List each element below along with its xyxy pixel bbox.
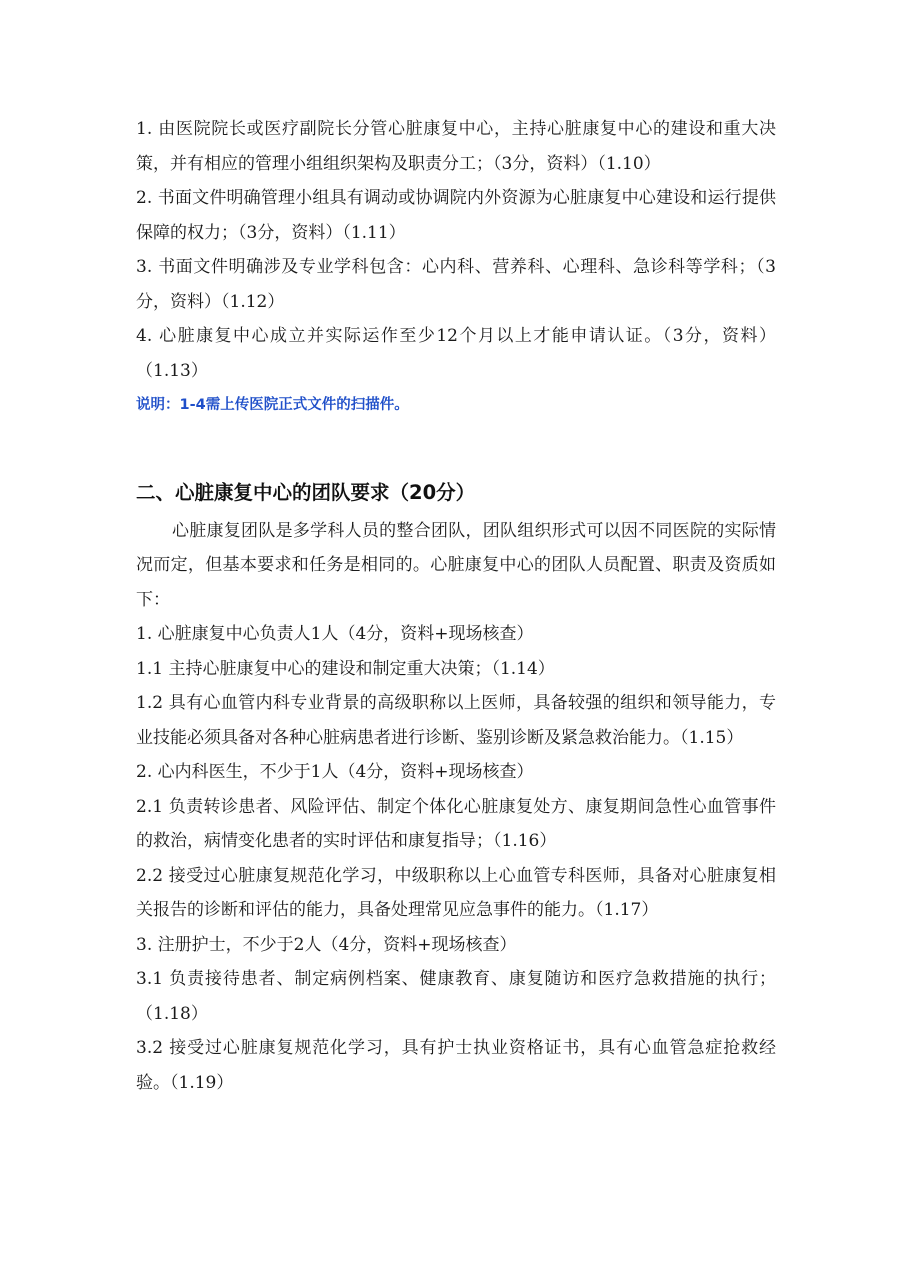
- section-heading-team: 二、心脏康复中心的团队要求（20分）: [136, 480, 476, 504]
- team-intro-paragraph: 心脏康复团队是多学科人员的整合团队，团队组织形式可以因不同医院的实际情况而定，但基本要求和任务是相同的。心脏康复中心的团队人员配置、职责及资质如下：: [136, 520, 776, 610]
- item-director: 1. 心脏康复中心负责人1人（4分，资料+现场核查）: [136, 624, 534, 644]
- item-1-18: 3.1 负责接待患者、制定病例档案、健康教育、康复随访和医疗急救措施的执行；（1.18）: [136, 969, 776, 1024]
- item-1-11: 2. 书面文件明确管理小组具有调动或协调院内外资源为心脏康复中心建设和运行提供保障的权力；（3分，资料）（1.11）: [136, 188, 776, 243]
- item-1-14: 1.1 主持心脏康复中心的建设和制定重大决策；（1.14）: [136, 658, 555, 679]
- item-1-13: 4. 心脏康复中心成立并实际运作至少12个月以上才能申请认证。（3分，资料）（1.13）: [136, 326, 776, 381]
- item-nurse: 3. 注册护士，不少于2人（4分，资料+现场核查）: [136, 934, 517, 955]
- item-1-15: 1.2 具有心血管内科专业背景的高级职称以上医师，具备较强的组织和领导能力，专业技能必须具备对各种心脏病患者进行诊断、鉴别诊断及紧急救治能力。（1.15）: [136, 693, 776, 748]
- document-page: [136, 112, 776, 1100]
- item-1-12: 3. 书面文件明确涉及专业学科包含：心内科、营养科、心理科、急诊科等学科；（3分，资料）（1.12）: [136, 257, 776, 312]
- item-cardiologist: 2. 心内科医生，不少于1人（4分，资料+现场核查）: [136, 762, 534, 782]
- item-1-17: 2.2 接受过心脏康复规范化学习，中级职称以上心血管专科医师，具备对心脏康复相关报告的诊断和评估的能力，具备处理常见应急事件的能力。（1.17）: [136, 865, 776, 920]
- item-1-16: 2.1 负责转诊患者、风险评估、制定个体化心脏康复处方、康复期间急性心血管事件的救治，病情变化患者的实时评估和康复指导；（1.16）: [136, 796, 776, 851]
- item-1-19: 3.2 接受过心脏康复规范化学习，具有护士执业资格证书，具有心血管急症抢救经验。（1.19）: [136, 1038, 776, 1093]
- item-1-10: 1. 由医院院长或医疗副院长分管心脏康复中心，主持心脏康复中心的建设和重大决策，并有相应的管理小组组织架构及职责分工；（3分，资料）（1.10）: [136, 119, 776, 174]
- upload-note: 说明：1-4需上传医院正式文件的扫描件。: [136, 397, 409, 413]
